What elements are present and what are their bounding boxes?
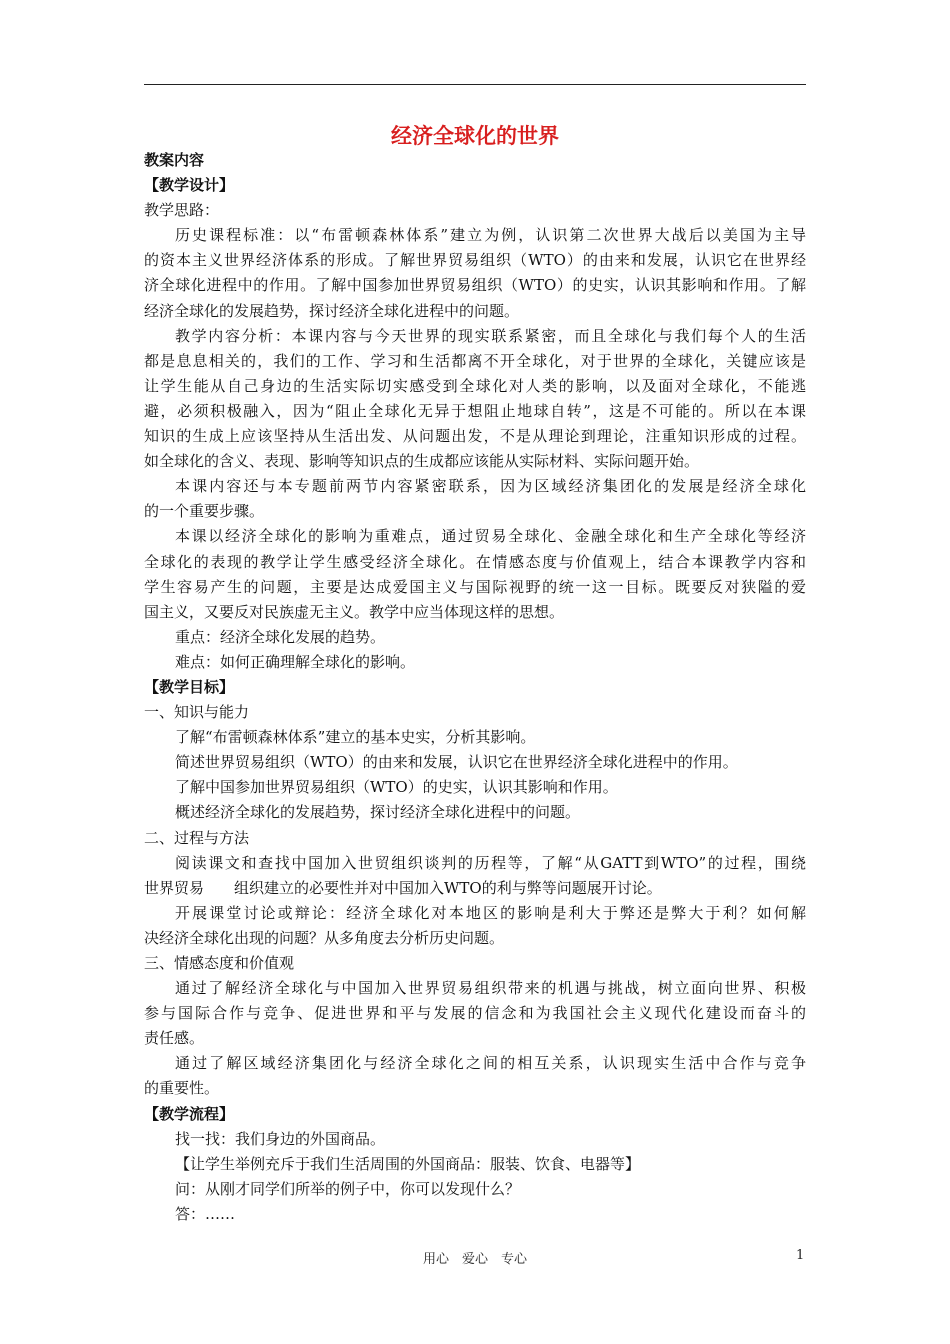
paragraph-line: 找一找：我们身边的外国商品。	[175, 1129, 386, 1148]
paragraph-line: 的重要性。	[144, 1079, 220, 1098]
paragraph-line: 责任感。	[144, 1029, 205, 1048]
paragraph-line: 经济全球化的发展趋势，探讨经济全球化进程中的问题。	[144, 301, 520, 320]
paragraph-line: 决经济全球化出现的问题？从多角度去分析历史问题。	[144, 928, 505, 947]
paragraph-line: 的资本主义世界经济体系的形成。了解世界贸易组织（WTO）的由来和发展，认识它在世界经	[144, 251, 806, 270]
paragraph-line: 济全球化进程中的作用。了解中国参加世界贸易组织（WTO）的史实，认识其影响和作用。了解	[144, 276, 806, 295]
section-heading: 【教学目标】	[144, 677, 235, 696]
section-heading: 【教学流程】	[144, 1104, 235, 1123]
section-label: 教案内容	[144, 151, 205, 169]
paragraph-line: 让学生能从自己身边的生活实际切实感受到全球化对人类的影响，以及面对全球化，不能逃	[144, 376, 806, 395]
question-line: 问：从刚才同学们所举的例子中，你可以发现什么？	[175, 1179, 521, 1198]
subheading: 三、情感态度和价值观	[144, 954, 295, 972]
paragraph-line: 国主义，又要反对民族虚无主义。教学中应当体现这样的思想。	[144, 602, 565, 621]
paragraph-line: 学生容易产生的问题，主要是达成爱国主义与国际视野的统一这一目标。既要反对狭隘的爱	[144, 577, 806, 596]
list-item: 了解“布雷顿森林体系”建立的基本史实，分析其影响。	[175, 728, 536, 747]
list-item: 概述经济全球化的发展趋势，探讨经济全球化进程中的问题。	[175, 803, 581, 822]
subheading: 二、过程与方法	[144, 828, 250, 847]
document-body	[144, 148, 806, 1227]
list-item: 简述世界贸易组织（WTO）的由来和发展，认识它在世界经济全球化进程中的作用。	[175, 753, 738, 772]
paragraph-line: 【让学生举例充斥于我们生活周围的外国商品：服装、饮食、电器等】	[175, 1154, 641, 1173]
paragraph-line: 都是息息相关的，我们的工作、学习和生活都离不开全球化，对于世界的全球化，关键应该是	[144, 351, 806, 370]
paragraph-line: 避，必须积极融入，因为“阻止全球化无异于想阻止地球自转”，这是不可能的。所以在本课	[144, 401, 806, 420]
paragraph-line: 全球化的表现的教学让学生感受经济全球化。在情感态度与价值观上，结合本课教学内容和	[144, 552, 806, 571]
paragraph-line: 通过了解区域经济集团化与经济全球化之间的相互关系，认识现实生活中合作与竞争	[175, 1054, 806, 1073]
paragraph-line: 通过了解经济全球化与中国加入世界贸易组织带来的机遇与挑战，树立面向世界、积极	[175, 979, 806, 998]
paragraph-line: 开展课堂讨论或辩论：经济全球化对本地区的影响是利大于弊还是弊大于利？如何解	[175, 903, 806, 922]
paragraph-line: 本课内容还与本专题前两节内容紧密联系，因为区域经济集团化的发展是经济全球化	[175, 477, 806, 496]
subheading: 教学思路：	[144, 201, 220, 220]
header-rule	[144, 84, 806, 85]
paragraph-line: 参与国际合作与竞争、促进世界和平与发展的信念和为我国社会主义现代化建设而奋斗的	[144, 1004, 806, 1023]
paragraph-line: 阅读课文和查找中国加入世贸组织谈判的历程等，了解“从GATT到WTO”的过程，围绕	[175, 853, 806, 872]
answer-line: 答：……	[175, 1204, 236, 1223]
paragraph-line: 世界贸易 组织建立的必要性并对中国加入WTO的利与弊等问题展开讨论。	[144, 878, 662, 897]
subheading: 一、知识与能力	[144, 703, 250, 722]
paragraph-line: 如全球化的含义、表现、影响等知识点的生成都应该能从实际材料、实际问题开始。	[144, 452, 700, 471]
paragraph-line: 教学内容分析：本课内容与今天世界的现实联系紧密，而且全球化与我们每个人的生活	[175, 326, 806, 345]
paragraph-line: 本课以经济全球化的影响为重难点，通过贸易全球化、金融全球化和生产全球化等经济	[175, 527, 806, 546]
paragraph-line: 的一个重要步骤。	[144, 502, 265, 521]
key-point: 重点：经济全球化发展的趋势。	[175, 627, 386, 646]
difficult-point: 难点：如何正确理解全球化的影响。	[175, 652, 416, 671]
paragraph-line: 知识的生成上应该坚持从生活出发、从问题出发，不是从理论到理论，注重知识形成的过程。	[144, 427, 806, 446]
section-heading: 【教学设计】	[144, 176, 235, 195]
page-footer: 用心 爱心 专心	[422, 1252, 527, 1267]
list-item: 了解中国参加世界贸易组织（WTO）的史实，认识其影响和作用。	[175, 778, 618, 797]
paragraph-line: 历史课程标准：以“布雷顿森林体系”建立为例，认识第二次世界大战后以美国为主导	[175, 226, 806, 245]
page-number: 1	[796, 1248, 805, 1263]
document-title: 经济全球化的世界	[391, 124, 559, 148]
